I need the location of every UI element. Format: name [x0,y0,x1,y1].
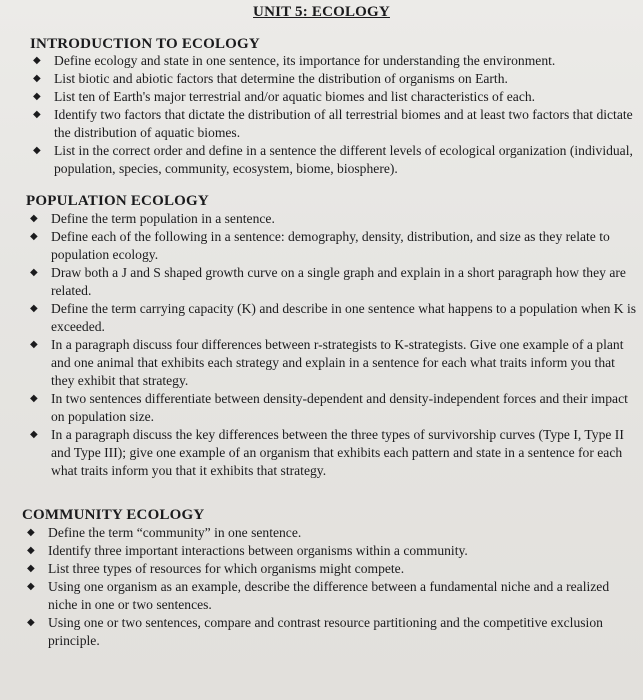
diamond-bullet-icon: ◆ [33,91,41,102]
list-item-text: Define each of the following in a sentence: demography, density, distribution, and size as they relate to population ecology. [51,229,610,262]
list-item [33,52,633,70]
list-item [30,228,640,264]
list-item-text: Define the term “community” in one sentence. [48,525,302,540]
list-item [30,336,640,390]
list-item [30,390,640,426]
objective-list [27,524,641,650]
list-item-text: List biotic and abiotic factors that determine the distribution of organisms on Earth. [54,71,508,86]
list-item [27,614,641,650]
objective-list [33,52,633,178]
list-item [33,106,633,142]
list-item [27,560,641,578]
list-item-text: In a paragraph discuss four differences between r-strategists to K-strategists. Give one example of a plant and one animal that exhibits each strategy and explain in a sentence for each what traits inform you that they exhibit that strategy. [51,337,624,388]
diamond-bullet-icon: ◆ [27,545,35,556]
list-item [27,542,641,560]
list-item-text: Define the term population in a sentence. [51,211,275,226]
section-heading: INTRODUCTION TO ECOLOGY [30,36,260,52]
diamond-bullet-icon: ◆ [33,109,41,120]
list-item-text: Define the term carrying capacity (K) and describe in one sentence what happens to a population when K is exceeded. [51,301,637,334]
list-item [33,70,633,88]
objective-list [30,210,640,480]
section-heading: COMMUNITY ECOLOGY [22,507,205,523]
unit-title: UNIT 5: ECOLOGY [253,4,390,20]
list-item [33,142,633,178]
list-item [30,426,640,480]
list-item [27,578,641,614]
list-item-text: In a paragraph discuss the key differences between the three types of survivorship curves (Type I, Type II and Type III); give one example of an organism that exhibits each pattern and state in a sentence for each what traits inform you that it exhibits that strategy. [51,427,624,478]
list-item-text: Draw both a J and S shaped growth curve on a single graph and explain in a short paragraph how they are related. [51,265,626,298]
list-item-text: List in the correct order and define in a sentence the different levels of ecological organization (individual, population, species, community, ecosystem, biome, biosphere). [54,143,633,176]
list-item [33,88,633,106]
diamond-bullet-icon: ◆ [33,55,41,66]
list-item-text: Identify three important interactions between organisms within a community. [48,543,468,558]
diamond-bullet-icon: ◆ [30,213,38,224]
diamond-bullet-icon: ◆ [30,393,38,404]
list-item-text: List three types of resources for which organisms might compete. [48,561,405,576]
section-heading: POPULATION ECOLOGY [26,193,209,209]
diamond-bullet-icon: ◆ [30,429,38,440]
diamond-bullet-icon: ◆ [30,267,38,278]
diamond-bullet-icon: ◆ [30,303,38,314]
diamond-bullet-icon: ◆ [33,145,41,156]
list-item [30,300,640,336]
list-item-text: Using one organism as an example, describe the difference between a fundamental niche and a realized niche in one or two sentences. [48,579,610,612]
list-item-text: Identify two factors that dictate the distribution of all terrestrial biomes and at least two factors that dictate the distribution of aquatic biomes. [54,107,633,140]
diamond-bullet-icon: ◆ [27,527,35,538]
diamond-bullet-icon: ◆ [33,73,41,84]
diamond-bullet-icon: ◆ [27,617,35,628]
diamond-bullet-icon: ◆ [30,231,38,242]
list-item-text: Define ecology and state in one sentence, its importance for understanding the environment. [54,53,556,68]
list-item-text: In two sentences differentiate between density-dependent and density-independent forces and their impact on population size. [51,391,628,424]
list-item-text: List ten of Earth's major terrestrial and/or aquatic biomes and list characteristics of each. [54,89,536,104]
diamond-bullet-icon: ◆ [30,339,38,350]
diamond-bullet-icon: ◆ [27,581,35,592]
diamond-bullet-icon: ◆ [27,563,35,574]
list-item [27,524,641,542]
list-item [30,210,640,228]
list-item-text: Using one or two sentences, compare and contrast resource partitioning and the competitive exclusion principle. [48,615,603,648]
list-item [30,264,640,300]
